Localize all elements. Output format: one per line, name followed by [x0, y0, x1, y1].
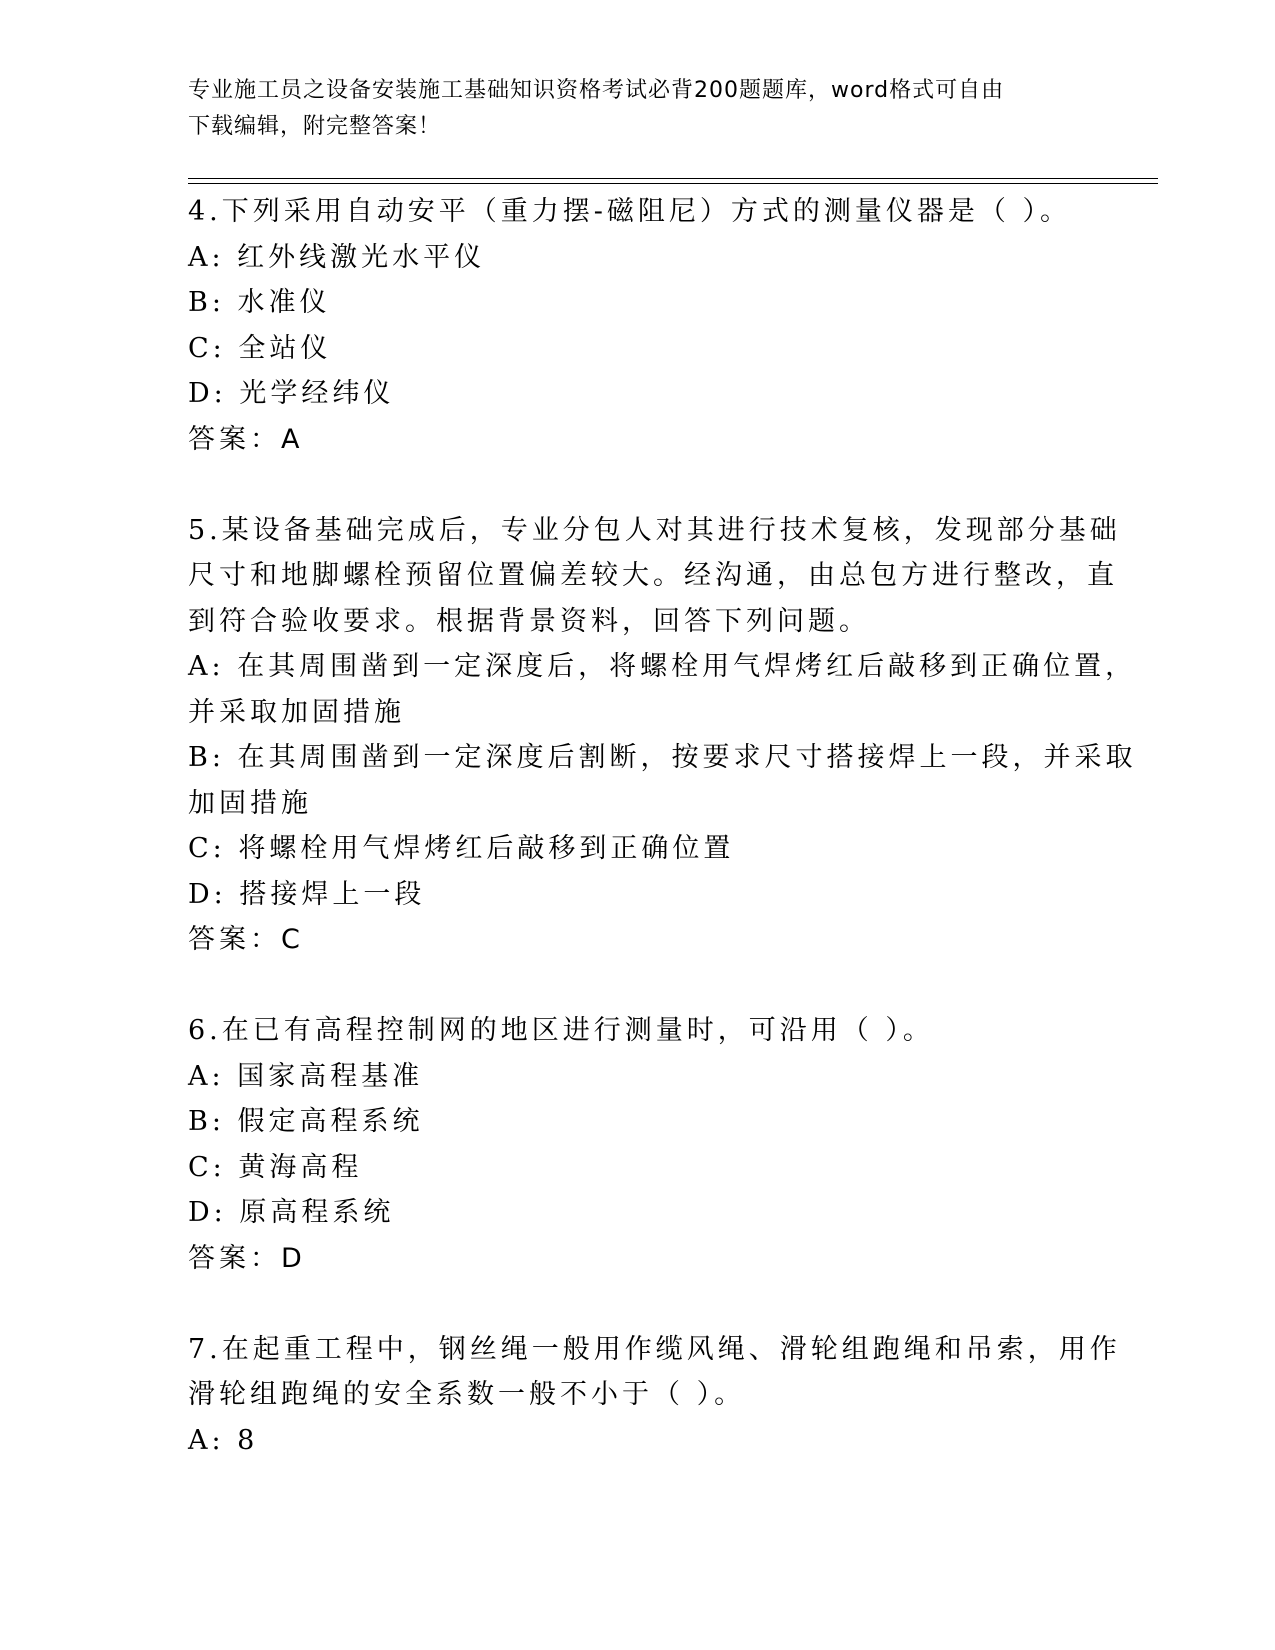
option-a: A: 国家高程基准	[188, 1060, 424, 1092]
option-b: B: 假定高程系统	[188, 1106, 424, 1137]
option-a: A: 红外线激光水平仪	[188, 241, 486, 273]
question-text: 滑轮组跑绳的安全系数一般不小于（ ）。	[188, 1379, 746, 1410]
header-divider-top	[188, 178, 1158, 179]
question-6	[188, 1008, 1088, 1281]
option-a: A: 8	[188, 1424, 259, 1456]
option-a: A: 在其周围凿到一定深度后，将螺栓用气焊烤红后敲移到正确位置，	[188, 651, 1137, 682]
question-7	[188, 1327, 1121, 1464]
question-text: 7.在起重工程中，钢丝绳一般用作缆风绳、滑轮组跑绳和吊索，用作	[188, 1333, 1121, 1365]
question-text: 到符合验收要求。根据背景资料，回答下列问题。	[188, 605, 870, 637]
question-text: 尺寸和地脚螺栓预留位置偏差较大。经沟通，由总包方进行整改，直	[188, 560, 1118, 591]
question-list	[188, 189, 1137, 1463]
question-text: 5.某设备基础完成后，专业分包人对其进行技术复核，发现部分基础	[188, 514, 1121, 546]
question-4	[188, 189, 1088, 462]
option-c: C: 将螺栓用气焊烤红后敲移到正确位置	[188, 833, 735, 864]
answer: 答案：A	[188, 423, 304, 455]
answer: 答案：C	[188, 924, 304, 955]
header-line-2: 下载编辑，附完整答案！	[188, 114, 442, 139]
answer: 答案：D	[188, 1242, 306, 1274]
option-d: D: 搭接焊上一段	[188, 878, 426, 910]
header-divider-bottom	[188, 183, 1158, 184]
option-b-continued: 加固措施	[188, 787, 312, 819]
option-d: D: 原高程系统	[188, 1197, 395, 1228]
document-header	[188, 73, 1068, 145]
option-b: B: 在其周围凿到一定深度后割断，按要求尺寸搭接焊上一段，并采取	[188, 742, 1137, 773]
option-b: B: 水准仪	[188, 287, 331, 318]
option-a-continued: 并采取加固措施	[188, 696, 405, 728]
option-d: D: 光学经纬仪	[188, 378, 395, 409]
question-text: 4.下列采用自动安平（重力摆-磁阻尼）方式的测量仪器是（ ）。	[188, 196, 1071, 227]
option-c: C: 全站仪	[188, 332, 332, 364]
option-c: C: 黄海高程	[188, 1151, 363, 1183]
header-line-1: 专业施工员之设备安装施工基础知识资格考试必背200题题库，word格式可自由	[188, 78, 1005, 103]
question-5	[188, 508, 1137, 963]
question-text: 6.在已有高程控制网的地区进行测量时，可沿用（ ）。	[188, 1015, 934, 1046]
